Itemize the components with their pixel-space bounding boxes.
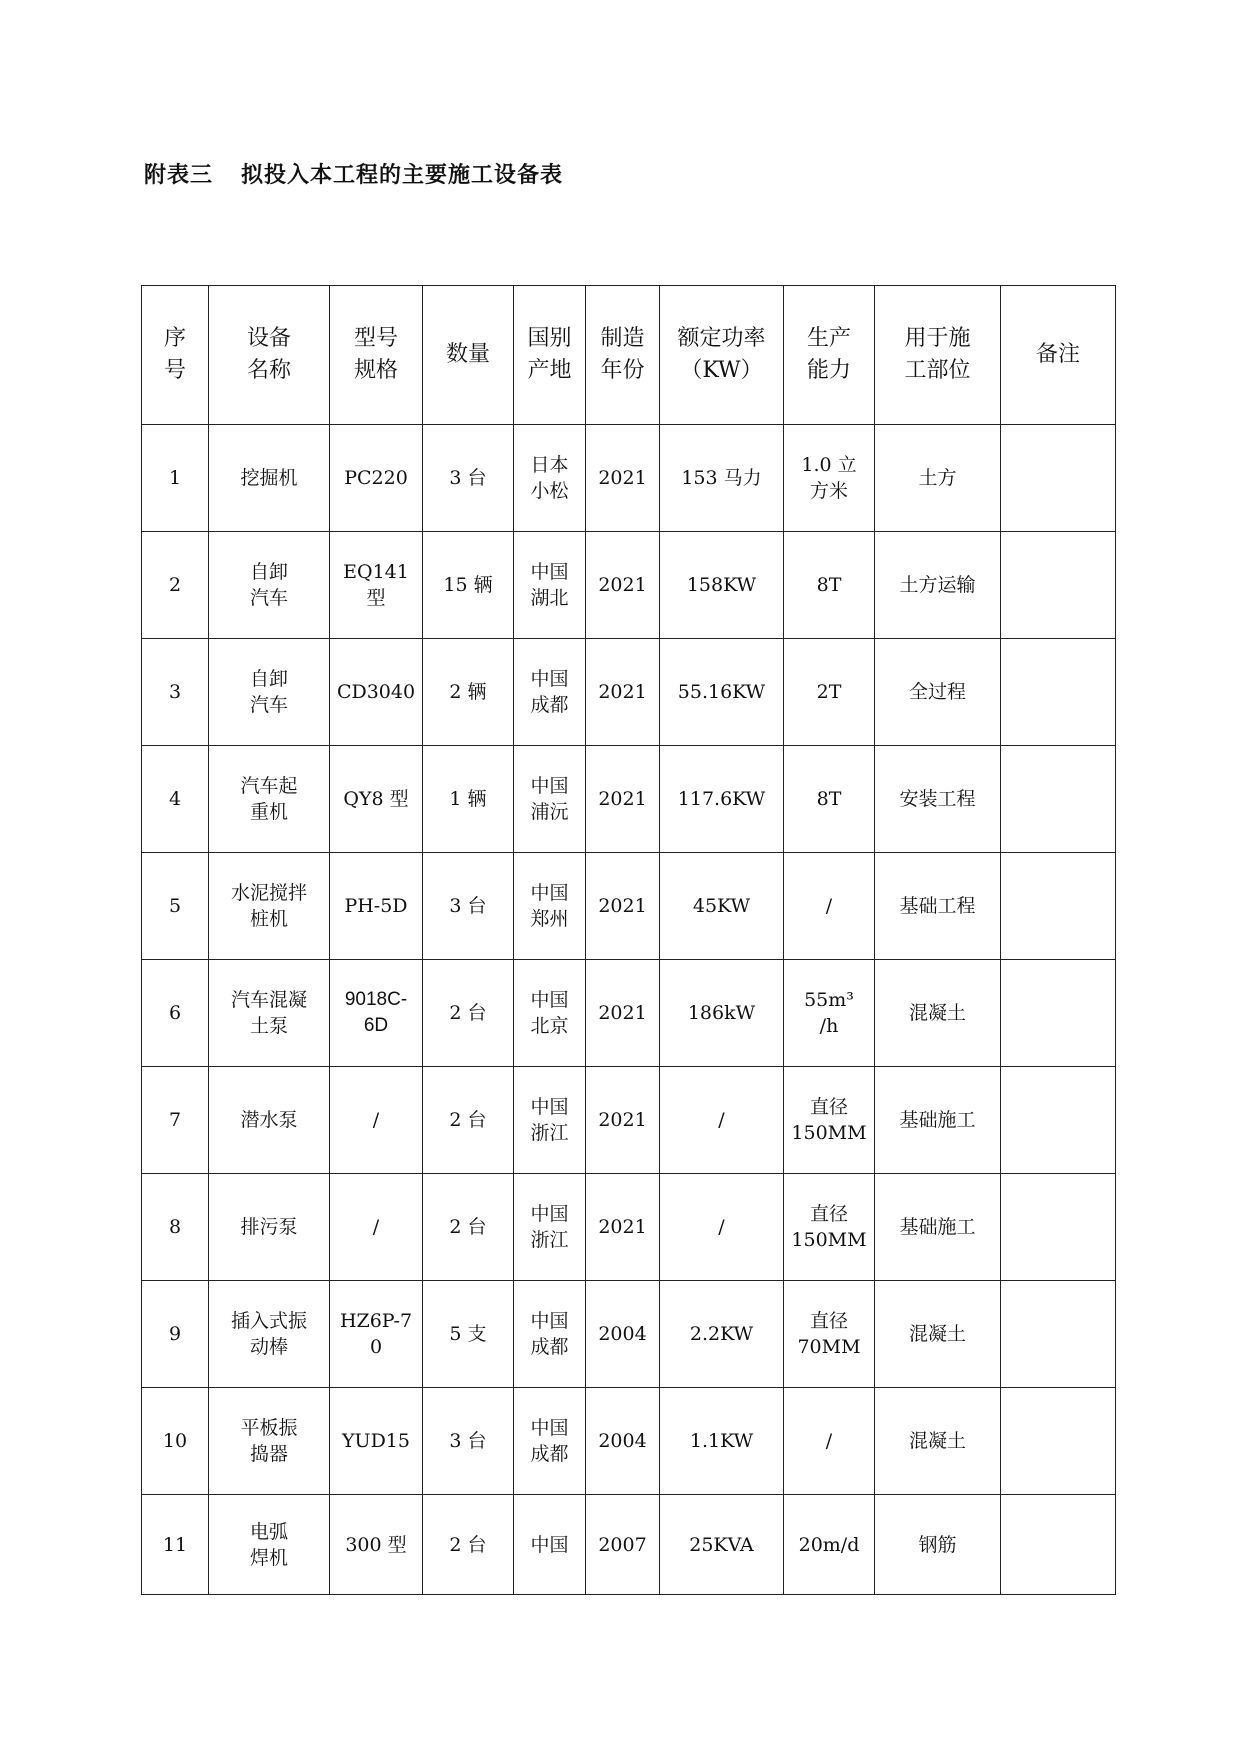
header-row [142, 286, 1116, 425]
cell-qty: 2 台 [423, 1495, 514, 1595]
cell-origin: 中国 湖北 [514, 532, 586, 639]
cell-origin: 日本 小松 [514, 425, 586, 532]
cell-name: 排污泵 [209, 1174, 330, 1281]
cell-use: 混凝土 [875, 1281, 1001, 1388]
cell-use: 基础施工 [875, 1174, 1001, 1281]
cell-capacity: 8T [784, 746, 875, 853]
cell-capacity: 1.0 立 方米 [784, 425, 875, 532]
equipment-table [141, 285, 1116, 1595]
cell-qty: 1 辆 [423, 746, 514, 853]
cell-power: 2.2KW [660, 1281, 784, 1388]
cell-no: 9 [142, 1281, 209, 1388]
cell-no: 1 [142, 425, 209, 532]
cell-qty: 3 台 [423, 425, 514, 532]
cell-name: 插入式振 动棒 [209, 1281, 330, 1388]
cell-model: EQ141 型 [330, 532, 423, 639]
cell-no: 7 [142, 1067, 209, 1174]
cell-origin: 中国 成都 [514, 1281, 586, 1388]
cell-note [1001, 746, 1116, 853]
header-cell-1: 序 号 [142, 286, 209, 425]
cell-no: 4 [142, 746, 209, 853]
cell-no: 2 [142, 532, 209, 639]
cell-capacity: 8T [784, 532, 875, 639]
cell-use: 基础工程 [875, 853, 1001, 960]
cell-capacity: 20m/d [784, 1495, 875, 1595]
cell-note [1001, 532, 1116, 639]
cell-year: 2021 [586, 746, 660, 853]
table-row [142, 532, 1116, 639]
cell-power: 186kW [660, 960, 784, 1067]
cell-no: 5 [142, 853, 209, 960]
cell-no: 3 [142, 639, 209, 746]
cell-origin: 中国 北京 [514, 960, 586, 1067]
cell-qty: 2 台 [423, 1174, 514, 1281]
cell-power: 158KW [660, 532, 784, 639]
cell-power: 1.1KW [660, 1388, 784, 1495]
cell-year: 2021 [586, 532, 660, 639]
cell-note [1001, 1281, 1116, 1388]
cell-model: QY8 型 [330, 746, 423, 853]
cell-name: 自卸 汽车 [209, 639, 330, 746]
table-row [142, 853, 1116, 960]
cell-origin: 中国 成都 [514, 1388, 586, 1495]
cell-use: 土方运输 [875, 532, 1001, 639]
cell-capacity: / [784, 1388, 875, 1495]
cell-note [1001, 639, 1116, 746]
table-row [142, 425, 1116, 532]
cell-capacity: 2T [784, 639, 875, 746]
cell-no: 8 [142, 1174, 209, 1281]
cell-year: 2021 [586, 425, 660, 532]
cell-qty: 5 支 [423, 1281, 514, 1388]
cell-no: 11 [142, 1495, 209, 1595]
cell-name: 自卸 汽车 [209, 532, 330, 639]
cell-note [1001, 1174, 1116, 1281]
header-cell-4: 数量 [423, 286, 514, 425]
cell-year: 2021 [586, 1174, 660, 1281]
cell-capacity: 直径 70MM [784, 1281, 875, 1388]
header-cell-7: 额定功率 （KW） [660, 286, 784, 425]
header-cell-2: 设备 名称 [209, 286, 330, 425]
cell-model: / [330, 1067, 423, 1174]
cell-use: 混凝土 [875, 960, 1001, 1067]
cell-origin: 中国 浙江 [514, 1174, 586, 1281]
table-row [142, 960, 1116, 1067]
cell-power: / [660, 1174, 784, 1281]
cell-year: 2021 [586, 853, 660, 960]
cell-name: 潜水泵 [209, 1067, 330, 1174]
cell-use: 钢筋 [875, 1495, 1001, 1595]
cell-capacity: 直径 150MM [784, 1067, 875, 1174]
cell-note [1001, 960, 1116, 1067]
cell-note [1001, 1495, 1116, 1595]
header-cell-5: 国别 产地 [514, 286, 586, 425]
cell-power: 45KW [660, 853, 784, 960]
cell-no: 6 [142, 960, 209, 1067]
cell-origin: 中国 [514, 1495, 586, 1595]
cell-no: 10 [142, 1388, 209, 1495]
table-row [142, 1174, 1116, 1281]
cell-use: 基础施工 [875, 1067, 1001, 1174]
cell-power: 153 马力 [660, 425, 784, 532]
title-prefix: 附表三 [144, 163, 214, 188]
table-row [142, 1388, 1116, 1495]
cell-year: 2021 [586, 1067, 660, 1174]
cell-name: 挖掘机 [209, 425, 330, 532]
cell-origin: 中国 成都 [514, 639, 586, 746]
cell-model: / [330, 1174, 423, 1281]
cell-capacity: 直径 150MM [784, 1174, 875, 1281]
cell-origin: 中国 浙江 [514, 1067, 586, 1174]
cell-year: 2007 [586, 1495, 660, 1595]
table-row [142, 1281, 1116, 1388]
cell-capacity: 55m³ /h [784, 960, 875, 1067]
cell-note [1001, 1388, 1116, 1495]
cell-use: 土方 [875, 425, 1001, 532]
cell-model: PH-5D [330, 853, 423, 960]
cell-name: 汽车起 重机 [209, 746, 330, 853]
table-row [142, 1495, 1116, 1595]
table-row [142, 746, 1116, 853]
cell-qty: 2 辆 [423, 639, 514, 746]
cell-model: HZ6P-7 0 [330, 1281, 423, 1388]
cell-origin: 中国 浦沅 [514, 746, 586, 853]
cell-name: 水泥搅拌 桩机 [209, 853, 330, 960]
cell-model: YUD15 [330, 1388, 423, 1495]
cell-qty: 2 台 [423, 960, 514, 1067]
cell-name: 电弧 焊机 [209, 1495, 330, 1595]
cell-model: CD3040 [330, 639, 423, 746]
cell-model: 300 型 [330, 1495, 423, 1595]
cell-use: 安装工程 [875, 746, 1001, 853]
cell-qty: 2 台 [423, 1067, 514, 1174]
header-cell-6: 制造 年份 [586, 286, 660, 425]
cell-qty: 3 台 [423, 1388, 514, 1495]
cell-power: 55.16KW [660, 639, 784, 746]
cell-power: 117.6KW [660, 746, 784, 853]
cell-origin: 中国 郑州 [514, 853, 586, 960]
cell-year: 2004 [586, 1388, 660, 1495]
page-title [144, 158, 563, 189]
table-row [142, 1067, 1116, 1174]
cell-use: 全过程 [875, 639, 1001, 746]
cell-year: 2004 [586, 1281, 660, 1388]
cell-power: 25KVA [660, 1495, 784, 1595]
header-cell-10: 备注 [1001, 286, 1116, 425]
table-row [142, 639, 1116, 746]
cell-model: PC220 [330, 425, 423, 532]
cell-capacity: / [784, 853, 875, 960]
title-text: 拟投入本工程的主要施工设备表 [241, 163, 564, 188]
cell-year: 2021 [586, 639, 660, 746]
cell-name: 汽车混凝 土泵 [209, 960, 330, 1067]
cell-name: 平板振 捣器 [209, 1388, 330, 1495]
cell-note [1001, 425, 1116, 532]
cell-note [1001, 1067, 1116, 1174]
cell-qty: 3 台 [423, 853, 514, 960]
header-cell-3: 型号 规格 [330, 286, 423, 425]
cell-qty: 15 辆 [423, 532, 514, 639]
cell-note [1001, 853, 1116, 960]
cell-power: / [660, 1067, 784, 1174]
header-cell-9: 用于施 工部位 [875, 286, 1001, 425]
header-cell-8: 生产 能力 [784, 286, 875, 425]
cell-model: 9018C- 6D [330, 960, 423, 1067]
cell-year: 2021 [586, 960, 660, 1067]
cell-use: 混凝土 [875, 1388, 1001, 1495]
